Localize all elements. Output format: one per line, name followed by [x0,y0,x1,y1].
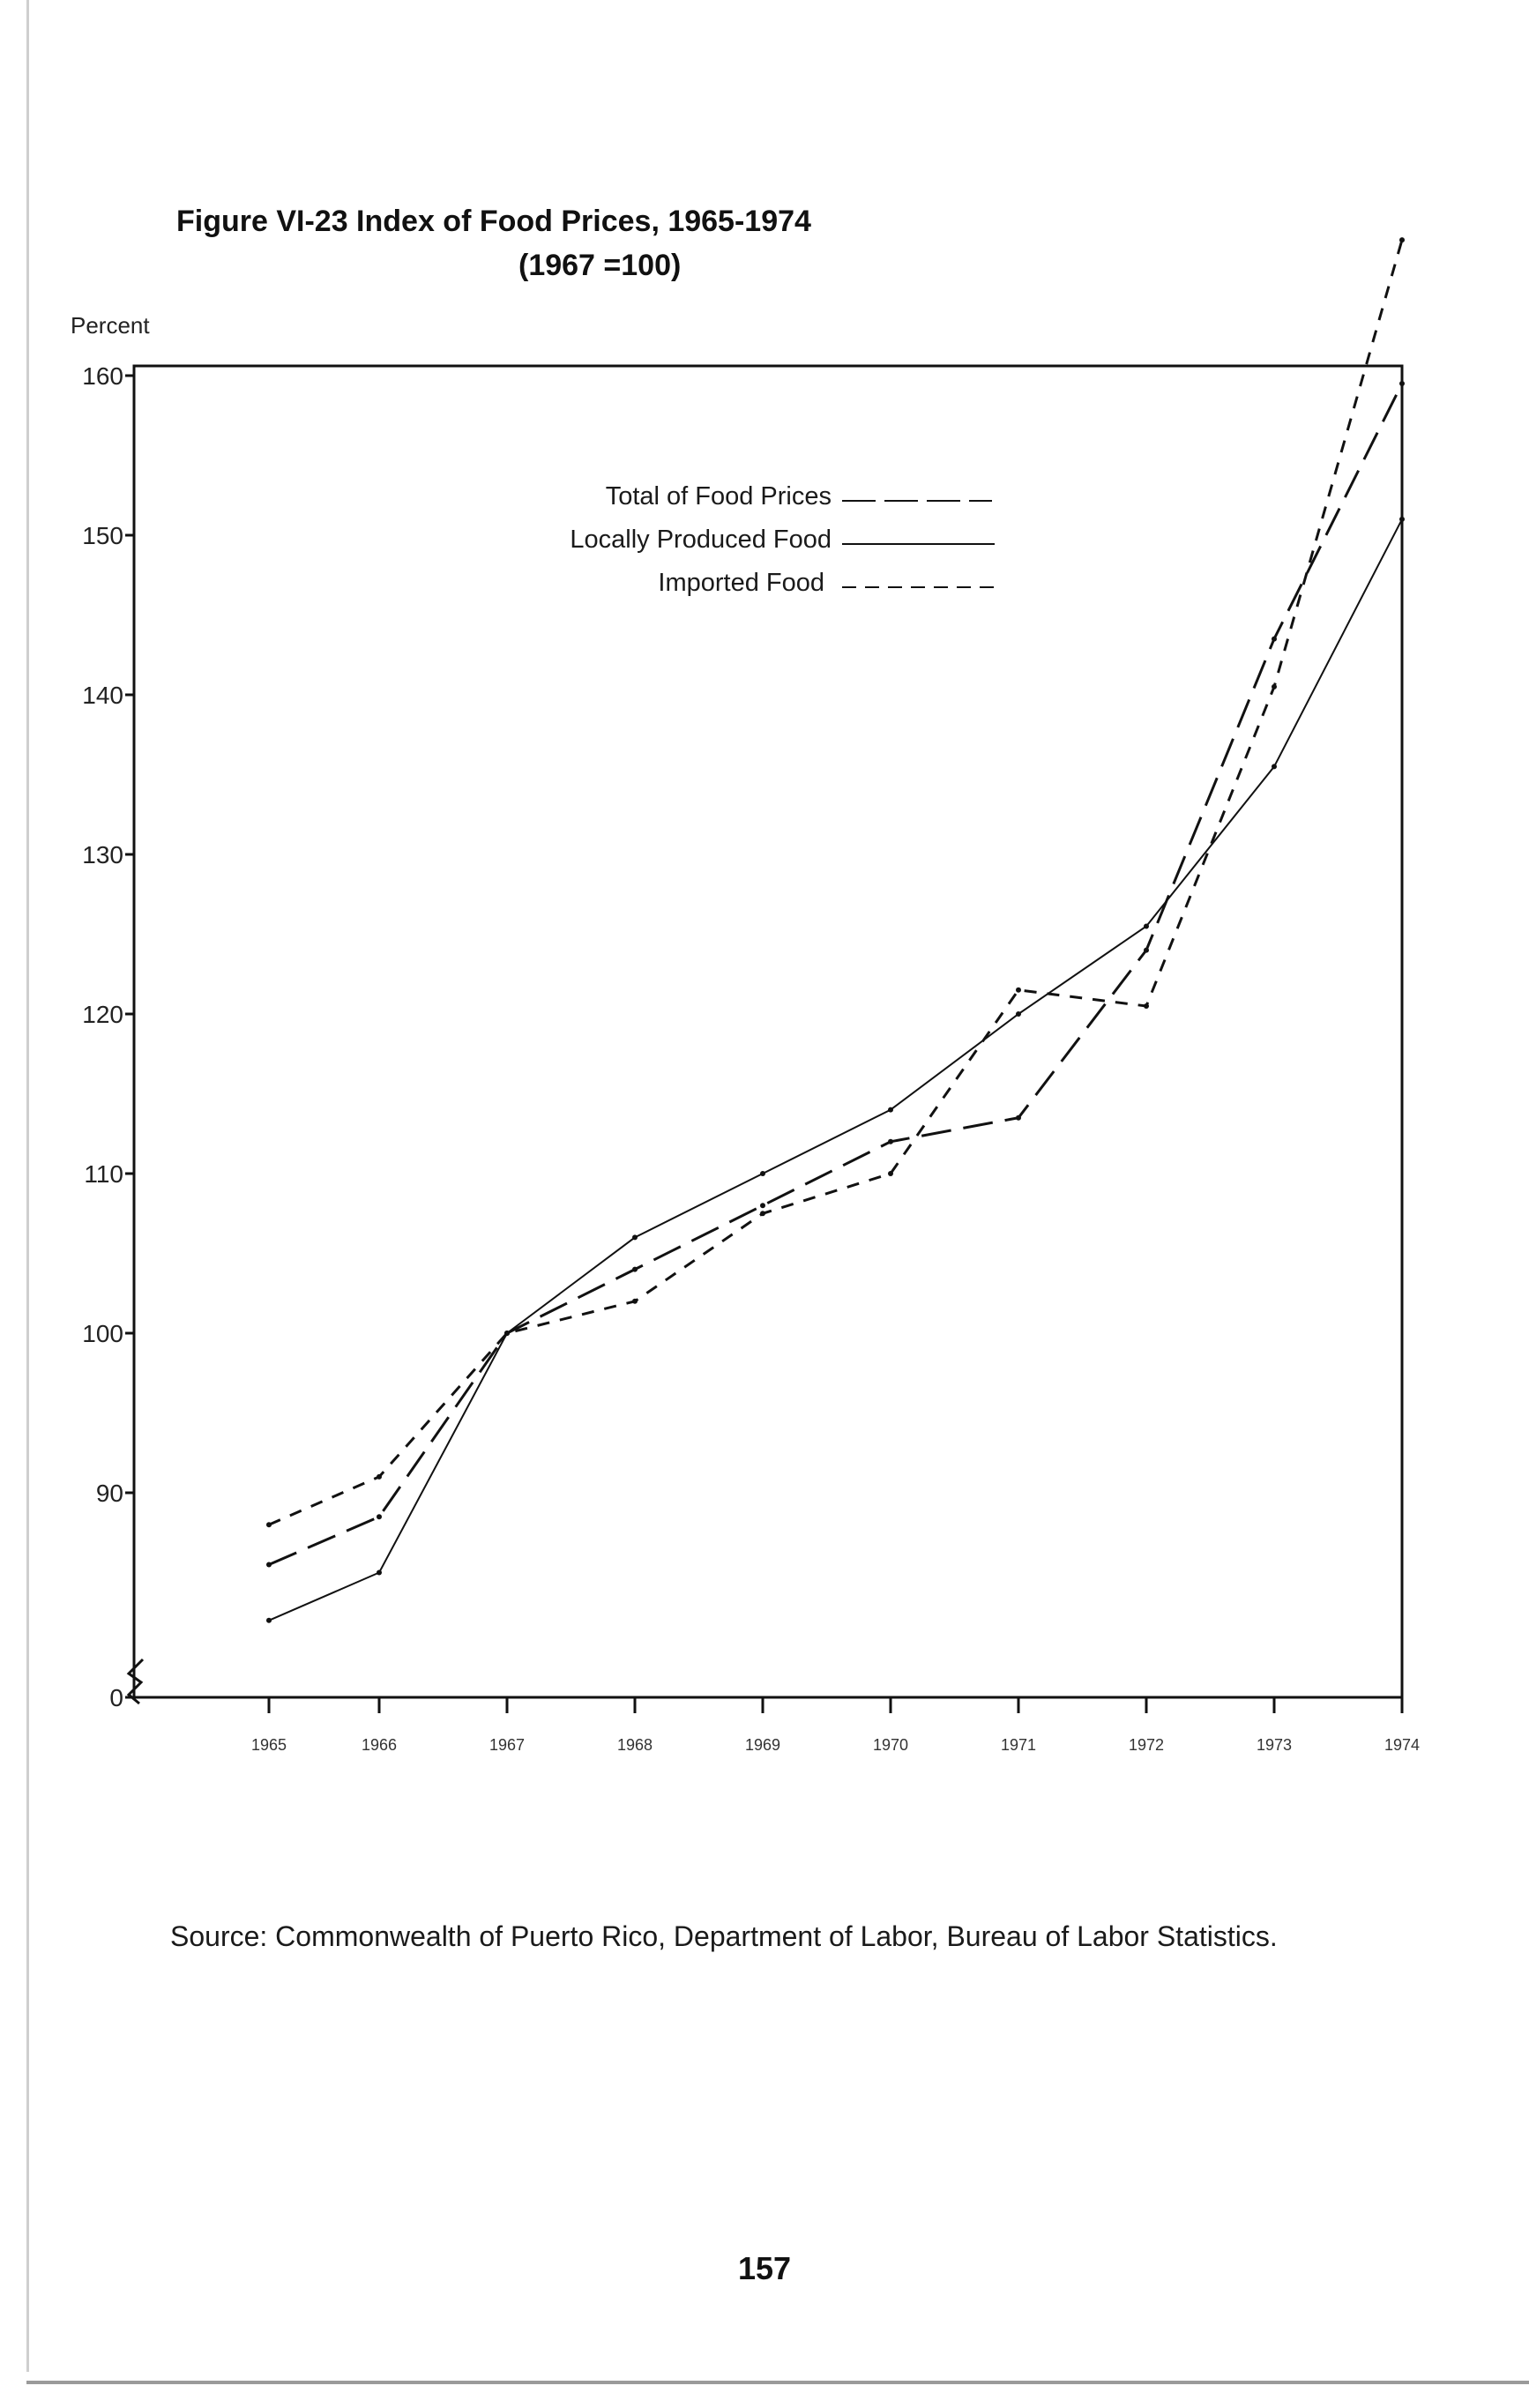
x-tick-label: 1968 [616,1736,653,1754]
y-axis-label: Percent [71,312,150,339]
data-point [760,1203,765,1208]
figure-subtitle: (1967 =100) [518,249,682,282]
y-tick-label: 130 [82,841,123,869]
y-tick-label: 160 [82,362,123,390]
data-point [888,1139,893,1144]
y-tick-label: 150 [82,522,123,549]
y-axis [82,362,134,1711]
data-point [760,1211,765,1216]
data-point [1272,764,1277,769]
data-point [760,1171,765,1176]
data-point [504,1331,510,1336]
legend [570,482,995,597]
y-tick-label: 0 [109,1684,123,1711]
x-tick-label: 1965 [250,1736,287,1754]
data-point [1016,1115,1021,1121]
figure-title: Figure VI-23 Index of Food Prices, 1965-1974 [176,205,811,238]
legend-label: Imported Food [658,569,824,597]
page-number: 157 [737,2250,792,2286]
x-tick-label: 1967 [489,1736,526,1754]
x-tick-label: 1970 [872,1736,909,1754]
data-point [1399,237,1405,242]
y-tick-label: 110 [84,1160,123,1188]
plot-frame [134,366,1402,1697]
data-point [1016,1011,1021,1017]
data-point [1399,381,1405,386]
data-point [1272,637,1277,642]
data-point [266,1562,272,1568]
x-tick-label: 1971 [1000,1736,1037,1754]
data-point [888,1107,893,1113]
y-tick-label: 120 [82,1001,123,1028]
data-point [266,1522,272,1527]
x-tick-label: 1972 [1128,1736,1165,1754]
source-note: Source: Commonwealth of Puerto Rico, Department of Labor, Bureau of Labor Statistics. [170,1920,1278,1952]
legend-label: Total of Food Prices [605,482,832,511]
data-point [1272,684,1277,690]
legend-label: Locally Produced Food [570,526,832,554]
data-point [377,1514,382,1519]
data-point [632,1299,638,1304]
series-line-2 [269,240,1402,1525]
series-line-1 [269,519,1402,1621]
y-tick-label: 140 [82,682,123,709]
series-lines [266,237,1405,1623]
y-tick-label: 90 [95,1480,123,1507]
data-point [377,1474,382,1480]
data-point [1399,517,1405,522]
data-point [377,1570,382,1576]
data-point [888,1171,893,1176]
x-tick-label: 1974 [1384,1736,1421,1754]
x-tick-label: 1973 [1256,1736,1293,1754]
data-point [632,1267,638,1272]
series-line-0 [269,384,1402,1565]
data-point [1144,948,1149,953]
x-tick-label: 1969 [744,1736,781,1754]
y-tick-label: 100 [82,1320,123,1347]
data-point [1144,1003,1149,1009]
x-tick-label: 1966 [361,1736,398,1754]
data-point [1144,924,1149,929]
data-point [266,1618,272,1623]
x-axis [251,1697,1420,1754]
data-point [1016,988,1021,993]
data-point [632,1234,638,1240]
